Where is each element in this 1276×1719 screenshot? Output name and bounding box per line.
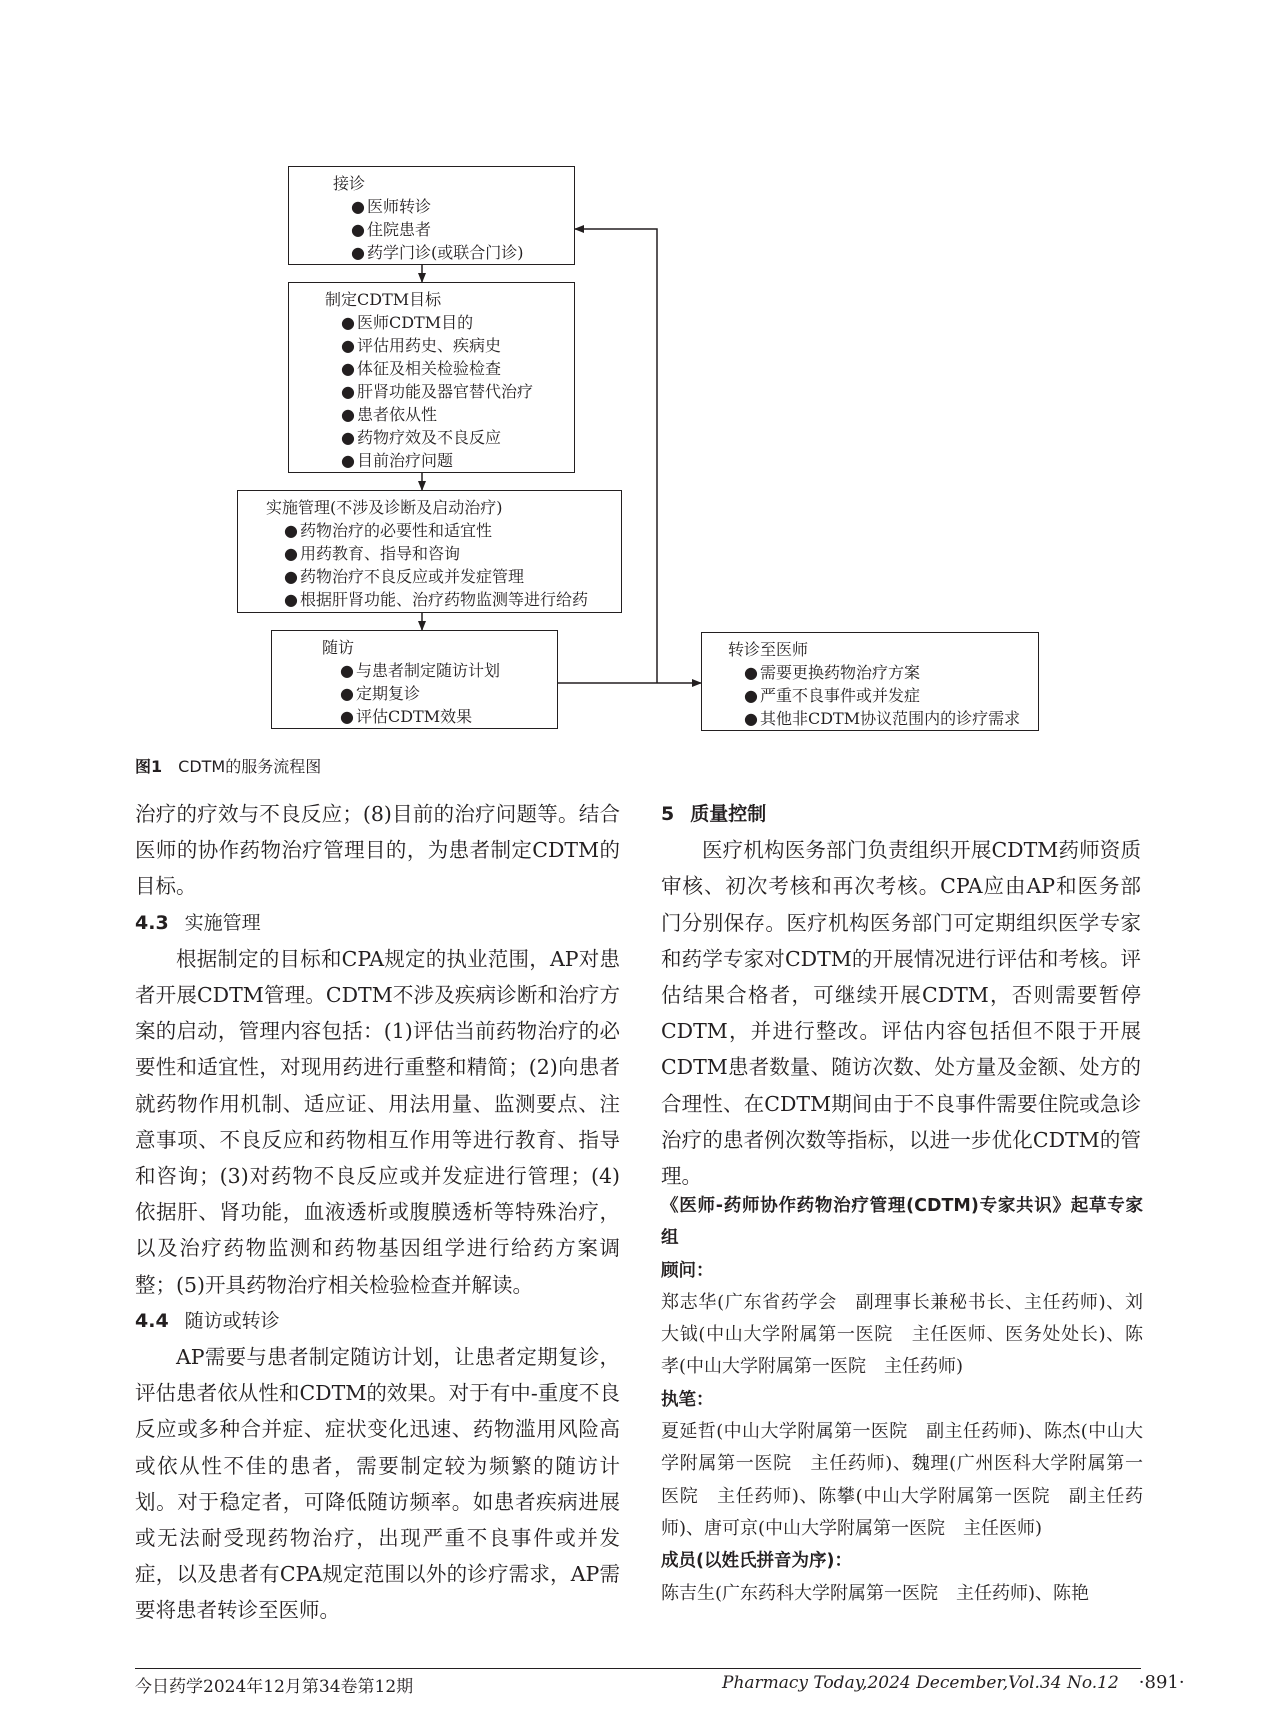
- flowchart-connectors: [0, 0, 1276, 760]
- flow-box-title: 转诊至医师: [728, 640, 809, 659]
- drafting-committee: [661, 1190, 1143, 1610]
- section-title: 实施管理: [184, 911, 261, 934]
- section-title: 随访或转诊: [184, 1309, 280, 1332]
- flow-box-item: ● 住院患者: [351, 217, 431, 240]
- journal-issue-english: [722, 1672, 1185, 1693]
- section-title: 质量控制: [690, 803, 767, 825]
- figure-caption: [135, 754, 321, 777]
- page-number: ·891·: [1138, 1672, 1185, 1693]
- flow-box-item: ● 定期复诊: [340, 681, 420, 704]
- flow-box-item: ● 药物治疗的必要性和适宜性: [284, 518, 492, 541]
- flow-box-item: ● 评估用药史、疾病史: [341, 333, 501, 356]
- flow-box-item: ● 严重不良事件或并发症: [744, 683, 920, 706]
- paragraph: 根据制定的目标和CPA规定的执业范围，AP对患者开展CDTM管理。CDTM不涉及疾病诊断和治疗方案的启动，管理内容包括：(1)评估当前药物治疗的必要性和适宜性，对现用药进行重整和精简；(2)向患者就药物作用机制、适应证、用法用量、监测要点、注意事项、不良反应和药物相互作用等进行教育、指导和咨询；(3)对药物不良反应或并发症进行管理；(4)依据肝、肾功能，血液透析或腹膜透析等特殊治疗，以及治疗药物监测和药物基因组学进行给药方案调整；(5)开具药物治疗相关检验检查并解读。: [135, 946, 620, 1297]
- writers-list: 夏延哲(中山大学附属第一医院 副主任药师)、陈杰(中山大学附属第一医院 主任药师)、魏理(广州医科大学附属第一医院 主任药师)、陈攀(中山大学附属第一医院 副主任药师)、唐可京(中山大学附属第一医院 主任医师): [661, 1421, 1143, 1539]
- paragraph: 医疗机构医务部门负责组织开展CDTM药师资质审核、初次考核和再次考核。CPA应由AP和医务部门分别保存。医疗机构医务部门可定期组织医学专家和药学专家对CDTM的开展情况进行评估和考核。评估结果合格者，可继续开展CDTM，否则需要暂停CDTM，并进行整改。评估内容包括但不限于开展CDTM患者数量、随访次数、处方量及金额、处方的合理性、在CDTM期间由于不良事件需要住院或急诊治疗的患者例次数等指标，以进一步优化CDTM的管理。: [661, 838, 1141, 1189]
- flow-box-title: 实施管理(不涉及诊断及启动治疗): [266, 498, 503, 517]
- flow-box-reception: [288, 166, 575, 265]
- left-column: [135, 796, 620, 1629]
- section-number: 5: [661, 803, 675, 825]
- flow-box-item: ● 患者依从性: [341, 402, 437, 425]
- section-heading-4-3: [135, 905, 620, 941]
- flow-box-item: ● 医师CDTM目的: [341, 310, 473, 333]
- journal-issue-chinese: 今日药学2024年12月第34卷第12期: [135, 1677, 414, 1697]
- flow-box-item: ● 其他非CDTM协议范围内的诊疗需求: [744, 706, 1020, 729]
- flow-box-item: ● 评估CDTM效果: [340, 704, 472, 727]
- arrow-loop-back: [575, 229, 657, 683]
- flow-box-item: ● 医师转诊: [351, 194, 431, 217]
- writers-label: 执笔：: [661, 1389, 714, 1410]
- flow-box-item: ● 需要更换药物治疗方案: [744, 660, 920, 683]
- figure-label: 图1: [135, 757, 163, 776]
- advisors-label: 顾问：: [661, 1260, 714, 1281]
- flow-box-item: ● 用药教育、指导和咨询: [284, 541, 460, 564]
- right-column: [661, 796, 1141, 1194]
- flow-box-item: ● 药物疗效及不良反应: [341, 425, 501, 448]
- members-label: 成员(以姓氏拼音为序)：: [661, 1551, 852, 1572]
- paragraph: AP需要与患者制定随访计划，让患者定期复诊，评估患者依从性和CDTM的效果。对于有中-重度不良反应或多种合并症、症状变化迅速、药物滥用风险高或依从性不佳的患者，需要制定较为频繁的随访计划。对于稳定者，可降低随访频率。如患者疾病进展或无法耐受现药物治疗，出现严重不良事件或并发症，以及患者有CPA规定范围以外的诊疗需求，AP需要将患者转诊至医师。: [135, 1345, 620, 1623]
- flow-box-title: 接诊: [333, 174, 366, 193]
- paragraph: 治疗的疗效与不良反应；(8)目前的治疗问题等。结合医师的协作药物治疗管理目的，为患者制定CDTM的目标。: [135, 802, 620, 899]
- flow-box-title: 随访: [322, 638, 355, 657]
- flow-box-item: ● 肝肾功能及器官替代治疗: [341, 379, 533, 402]
- flow-box-follow-up: [271, 630, 558, 729]
- committee-title: 《医师-药师协作药物治疗管理(CDTM)专家共识》起草专家组: [661, 1196, 1143, 1249]
- section-number: 4.3: [135, 911, 169, 934]
- section-heading-5: [661, 796, 1141, 832]
- flow-box-title: 制定CDTM目标: [325, 290, 442, 309]
- flow-box-item: ● 目前治疗问题: [341, 448, 453, 471]
- flow-box-item: ● 药学门诊(或联合门诊): [351, 240, 523, 263]
- flow-box-item: ● 体征及相关检验检查: [341, 356, 501, 379]
- journal-citation: Pharmacy Today,2024 December,Vol.34 No.12: [722, 1673, 1119, 1693]
- footer-rule: [135, 1668, 1141, 1669]
- flow-box-item: ● 与患者制定随访计划: [340, 658, 500, 681]
- advisors-list: 郑志华(广东省药学会 副理事长兼秘书长、主任药师)、刘大钺(中山大学附属第一医院 主任医师、医务处处长)、陈孝(中山大学附属第一医院 主任药师): [661, 1291, 1143, 1378]
- flow-box-item: ● 药物治疗不良反应或并发症管理: [284, 564, 524, 587]
- section-number: 4.4: [135, 1309, 169, 1332]
- flow-box-referral: [701, 632, 1039, 731]
- flow-box-implement: [237, 490, 622, 613]
- flow-box-set-goals: [288, 282, 575, 473]
- figure-title: CDTM的服务流程图: [178, 757, 322, 776]
- flow-box-item: ● 根据肝肾功能、治疗药物监测等进行给药: [284, 587, 588, 610]
- section-heading-4-4: [135, 1303, 620, 1339]
- members-list: 陈吉生(广东药科大学附属第一医院 主任药师)、陈艳: [661, 1582, 1090, 1604]
